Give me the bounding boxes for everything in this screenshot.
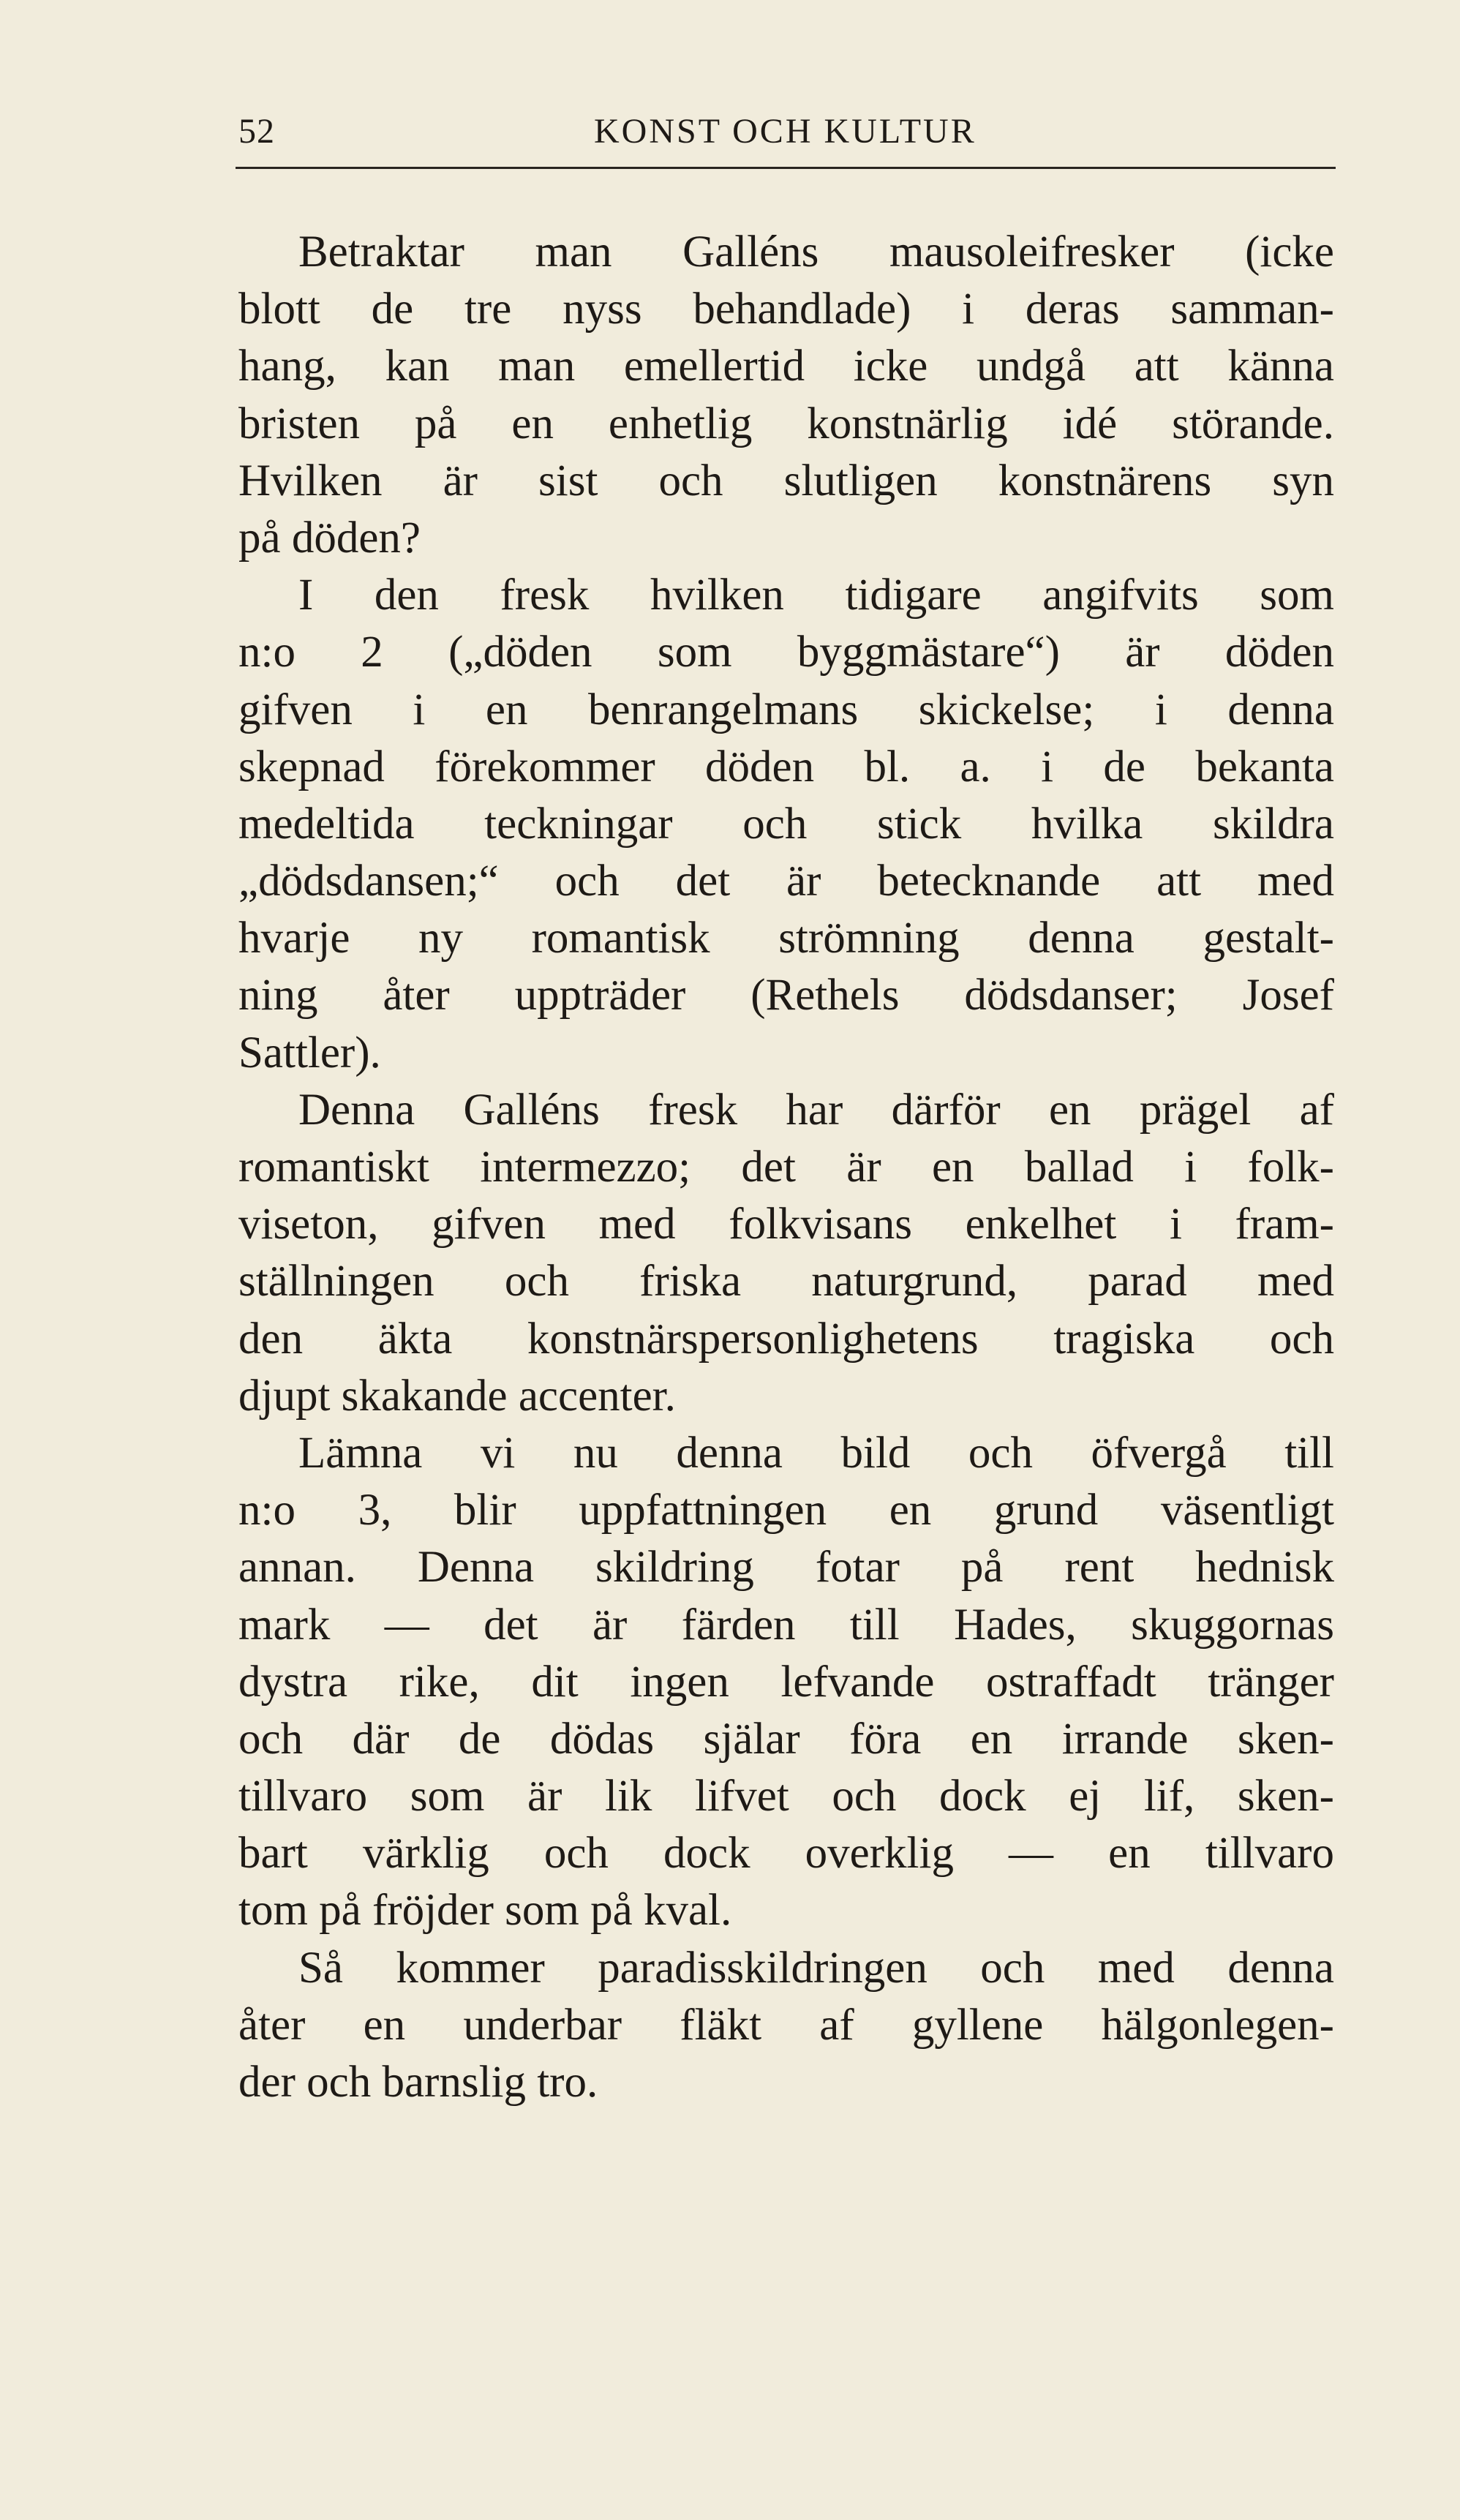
text-line: och där de dödas själar föra en irrande sken- — [238, 1714, 1334, 1764]
paragraph — [238, 1425, 1334, 1940]
text-line: dystra rike, dit ingen lefvande ostraffadt tränger — [238, 1657, 1334, 1707]
text-line: romantiskt intermezzo; det är en ballad i folk- — [238, 1143, 1334, 1192]
text-line: Så kommer paradisskildringen och med denna — [298, 1943, 1334, 1993]
paragraph — [238, 224, 1334, 567]
text-line: hang, kan man emellertid icke undgå att känna — [238, 342, 1334, 391]
text-line: annan. Denna skildring fotar på rent hednisk — [238, 1543, 1334, 1592]
text-line: der och barnslig tro. — [238, 2058, 598, 2107]
page-header — [236, 102, 1336, 168]
text-line: tom på fröjder som på kval. — [238, 1886, 732, 1936]
text-line: djupt skakande accenter. — [238, 1371, 676, 1421]
text-line: Sattler). — [238, 1028, 381, 1077]
text-line: bart värklig och dock overklig — en tillvaro — [238, 1829, 1334, 1878]
text-line: hvarje ny romantisk strömning denna gestalt- — [238, 914, 1334, 963]
text-line: medeltida teckningar och stick hvilka skildra — [238, 799, 1334, 849]
page-number: 52 — [238, 112, 275, 151]
text-line: ställningen och friska naturgrund, parad med — [238, 1257, 1334, 1306]
text-line: „dödsdansen;“ och det är betecknande att med — [238, 857, 1334, 906]
text-line: den äkta konstnärspersonlighetens tragiska och — [238, 1314, 1334, 1364]
text-line: Lämna vi nu denna bild och öfvergå till — [298, 1428, 1334, 1478]
text-line: viseton, gifven med folkvisans enkelhet i fram- — [238, 1200, 1334, 1249]
text-line: tillvaro som är lik lifvet och dock ej lif, sken- — [238, 1772, 1334, 1821]
paragraph — [238, 1940, 1334, 2112]
text-line: I den fresk hvilken tidigare angifvits som — [298, 571, 1334, 620]
text-line: ning åter uppträder (Rethels dödsdanser; Josef — [238, 971, 1334, 1020]
paragraph — [238, 1082, 1334, 1425]
text-line: Betraktar man Galléns mausoleifresker (icke — [298, 227, 1334, 277]
text-line: n:o 2 („döden som byggmästare“) är döden — [238, 628, 1334, 677]
text-line: Hvilken är sist och slutligen konstnärens syn — [238, 456, 1334, 505]
text-line: blott de tre nyss behandlade) i deras samman- — [238, 285, 1334, 334]
text-line: skepnad förekommer döden bl. a. i de bekanta — [238, 742, 1334, 791]
text-line: på döden? — [238, 513, 421, 563]
paragraph — [238, 567, 1334, 1082]
text-line: mark — det är färden till Hades, skuggornas — [238, 1600, 1334, 1650]
text-line: Denna Galléns fresk har därför en prägel af — [298, 1085, 1334, 1135]
header-rule — [236, 167, 1336, 169]
text-line: gifven i en benrangelmans skickelse; i denna — [238, 685, 1334, 734]
text-line: n:o 3, blir uppfattningen en grund väsentligt — [238, 1486, 1334, 1535]
text-line: bristen på en enhetlig konstnärlig idé störande. — [238, 399, 1334, 448]
text-line: åter en underbar fläkt af gyllene hälgonlegen- — [238, 2000, 1334, 2050]
body-text — [238, 224, 1334, 2111]
running-title: KONST OCH KULTUR — [594, 112, 977, 151]
